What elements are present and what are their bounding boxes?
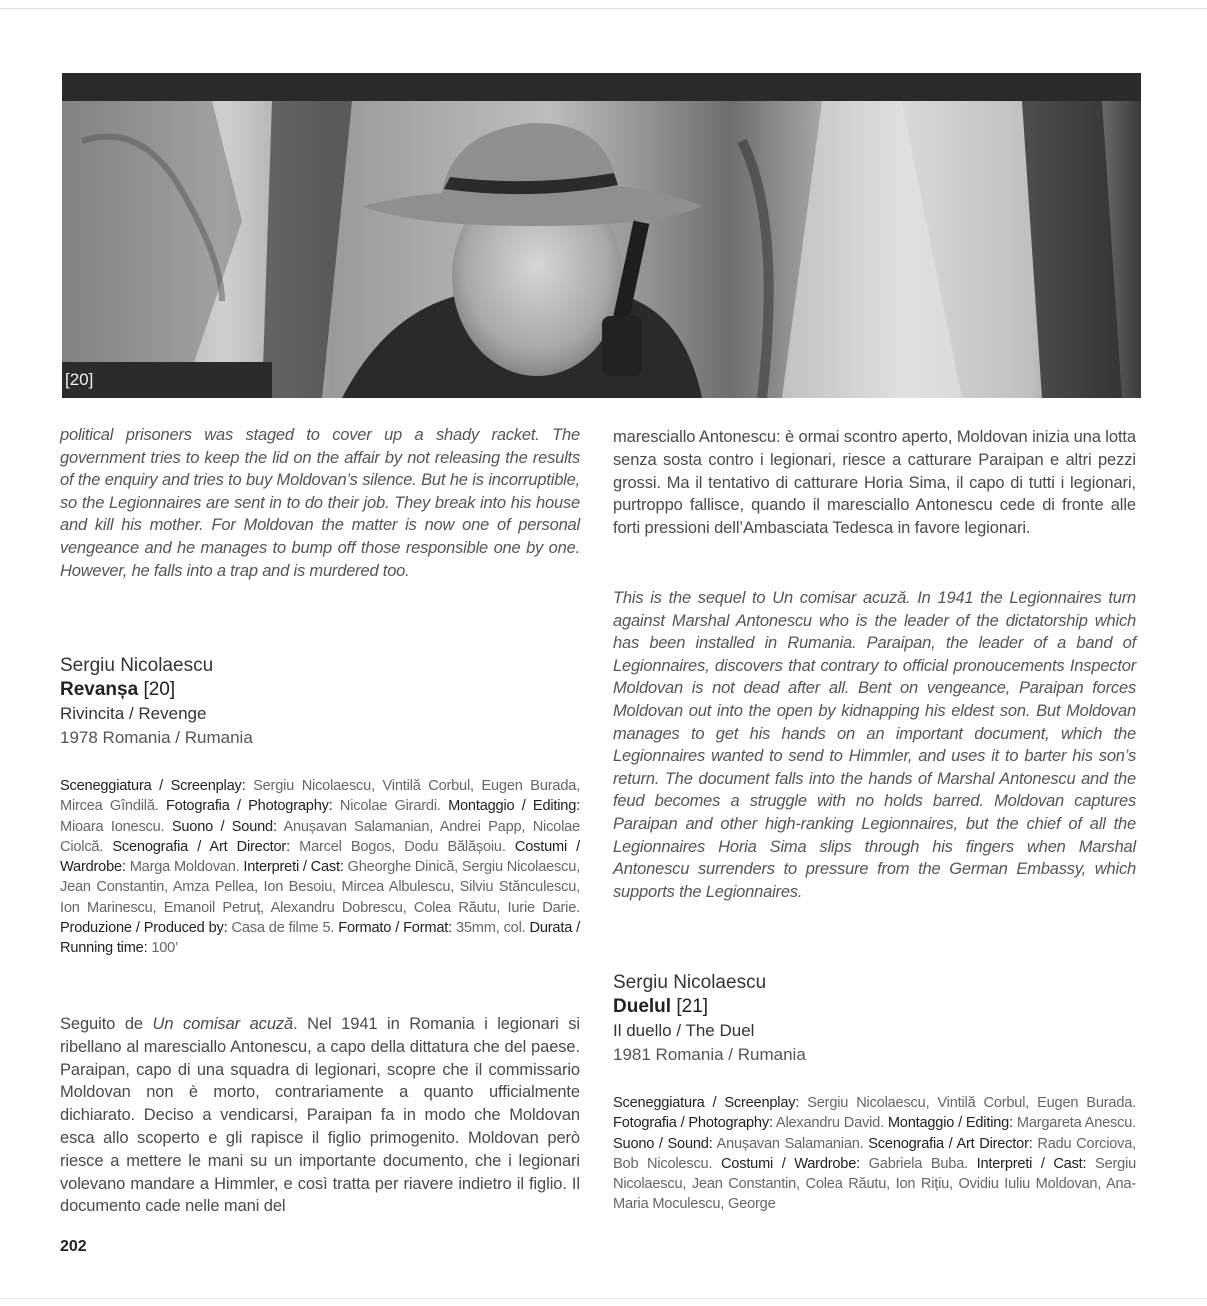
credits-paragraph: [60, 776, 580, 959]
synopsis-en: This is the sequel to Un comisar acuză. In 1941 the Legionnaires turn against Marshal Antonescu who is the leader of the dictatorship which has been installed in Rumania. Paraipan, the leader of a band of Legionnaires, discovers that contrary to official pronoucements Inspector Moldovan is not dead after all. Bent on vengeance, Paraipan forces Moldovan out into the open by kidnapping his eldest son. But Moldovan manages to get his hands on an important document, which the Legionnaires wanted to send to Himmler, and uses it to barter his son’s return. The document falls into the hands of Marshal Antonescu and the feud becomes a struggle with no holds barred. Moldovan captures Paraipan and other high-ranking Legionnaires, but the chief of all the Legionnaires Horia Sima slips through his fingers when Marshal Antonescu surrenders to pressure from the German Embassy, which supports the Legionnaires.: [613, 589, 1136, 901]
credit-key: Durata / Running time:: [60, 920, 580, 957]
film-entry-revansa: [60, 654, 580, 750]
film-title-text: Duelul: [613, 996, 672, 1017]
credit-key: Scenografia / Art Director:: [868, 1135, 1033, 1152]
synopsis-en-continued: political prisoners was staged to cover up a shady racket. The government tries to keep the lid on the affair by not releasing the results of the enquiry and tries to buy Moldovan’s silence. But he is incorruptible, so the Legionnaires are sent in to do their job. They break into his house and kill his mother. For Moldovan the matter is now one of personal vengeance and he manages to bump off those responsible one by one. However, he falls into a trap and is murdered too.: [60, 426, 580, 580]
right-column-en: [613, 587, 1136, 903]
credit-value: Anușavan Salamanian.: [716, 1135, 864, 1152]
credits-paragraph: [613, 1093, 1136, 1215]
top-rule: [0, 8, 1207, 9]
synopsis-it-film-ref: Un comisar acuză: [152, 1015, 294, 1033]
credit-value: Sergiu Nicolaescu, Vintilă Corbul, Eugen Burada.: [807, 1095, 1137, 1111]
film-number: [20]: [143, 679, 176, 700]
credit-key: Montaggio / Editing:: [887, 1115, 1013, 1132]
credit-key: Montaggio / Editing:: [448, 798, 580, 815]
credits-revansa: [60, 776, 580, 959]
credit-key: Costumi / Wardrobe:: [60, 838, 581, 876]
film-still: [62, 73, 1141, 398]
film-title: [60, 678, 580, 702]
film-still-image: [62, 101, 1141, 398]
director-name: Sergiu Nicolaescu: [613, 972, 767, 993]
credit-key: Fotografia / Photography:: [613, 1115, 773, 1132]
film-still-top-band: [62, 73, 1141, 101]
film-number: [21]: [676, 996, 709, 1017]
credit-value: Gabriela Buba.: [868, 1155, 968, 1172]
figure-tag: [20]: [62, 362, 272, 398]
credit-value: Gheorghe Dinică, Sergiu Nicolaescu, Jean Constantin, Amza Pellea, Ion Besoiu, Mircea Albulescu, Silviu Stănculescu, Ion Marinescu, Emanoil Petruț, Alexandru Dobrescu, Colea Răutu, Iurie Darie.: [60, 859, 581, 916]
credit-key: Costumi / Wardrobe:: [720, 1155, 860, 1172]
credit-value: Marcel Bogos, Dodu Bălășoiu.: [299, 838, 506, 855]
synopsis-it-block: [60, 1013, 580, 1218]
credit-value: Casa de filme 5.: [231, 920, 335, 937]
credit-key: Formato / Format:: [338, 920, 452, 937]
bottom-rule: [0, 1298, 1207, 1299]
left-column: [60, 424, 580, 582]
credit-value: 100’: [151, 940, 179, 957]
credit-value: Nicolae Girardi.: [339, 798, 441, 815]
page-number: 202: [60, 1238, 87, 1255]
credit-value: Margareta Anescu.: [1016, 1115, 1137, 1132]
credits-duelul: [613, 1093, 1136, 1215]
credit-key: Sceneggiatura / Screenplay:: [613, 1095, 800, 1111]
film-alt-titles: Rivincita / Revenge: [60, 704, 207, 723]
credit-value: Anușavan Salamanian, Andrei Papp, Nicolae Ciolcă.: [60, 818, 580, 855]
film-alt-titles: Il duello / The Duel: [613, 1021, 755, 1040]
credit-value: Alexandru David.: [775, 1115, 884, 1132]
synopsis-it: [60, 1013, 580, 1218]
credit-key: Suono / Sound:: [171, 818, 277, 835]
synopsis-it-body: . Nel 1941 in Romania i legionari si ribellano al maresciallo Antonescu, a capo della dittatura che del paese. Paraipan, capo di una squadra di legionari, scopre che il commissario Moldovan non è morto, contrariamente a quanto ufficialmente dichiarato. Deciso a vendicarsi, Paraipan fa in modo che Moldovan esca allo scoperto e gli rapisce il figlio primogenito. Moldovan però riesce a mettere le mani su un importante documento, che i legionari volevano mandare a Himmler, e così tratta per riavere indietro il figlio. Il documento cade nelle mani del: [60, 1015, 580, 1216]
film-year-country: 1978 Romania / Rumania: [60, 728, 253, 747]
film-title-text: Revanșa: [60, 679, 139, 700]
film-title: [613, 995, 1133, 1019]
credit-key: Sceneggiatura / Screenplay:: [60, 778, 246, 794]
credit-value: Marga Moldovan.: [129, 859, 240, 876]
film-entry-duelul: [613, 971, 1133, 1067]
credit-value: Sergiu Nicolaescu, Jean Constantin, Colea Răutu, Ion Rițiu, Ovidiu Iuliu Moldovan, Ana-Maria Moculescu, George: [613, 1155, 1137, 1213]
credit-key: Interpreti / Cast:: [243, 859, 344, 876]
right-column-it-cont: [613, 426, 1136, 540]
synopsis-it-lead: Seguito de: [60, 1015, 153, 1033]
credit-key: Suono / Sound:: [613, 1135, 713, 1152]
credit-key: Scenografia / Art Director:: [112, 838, 290, 855]
credit-key: Interpreti / Cast:: [976, 1155, 1087, 1172]
credit-value: Sergiu Nicolaescu, Vintilă Corbul, Eugen Burada, Mircea Gîndilă.: [60, 778, 581, 815]
credit-value: Mioara Ionescu.: [60, 818, 165, 835]
credit-key: Produzione / Produced by:: [60, 920, 228, 937]
synopsis-it-continued: maresciallo Antonescu: è ormai scontro aperto, Moldovan inizia una lotta senza sosta contro i legionari, riesce a catturare Paraipan e altri pezzi grossi. Ma il tentativo di catturare Horia Sima, il capo di tutti i legionari, purtroppo fallisce, quando il maresciallo Antonescu cede di fronte alle forti pressioni dell’Ambasciata Tedesca in favore legionari.: [613, 428, 1136, 538]
credit-value: 35mm, col.: [455, 920, 526, 937]
director-name: Sergiu Nicolaescu: [60, 655, 214, 676]
credit-key: Fotografia / Photography:: [165, 798, 333, 815]
credit-value: Radu Corciova, Bob Nicolescu.: [613, 1135, 1137, 1172]
film-year-country: 1981 Romania / Rumania: [613, 1045, 806, 1064]
